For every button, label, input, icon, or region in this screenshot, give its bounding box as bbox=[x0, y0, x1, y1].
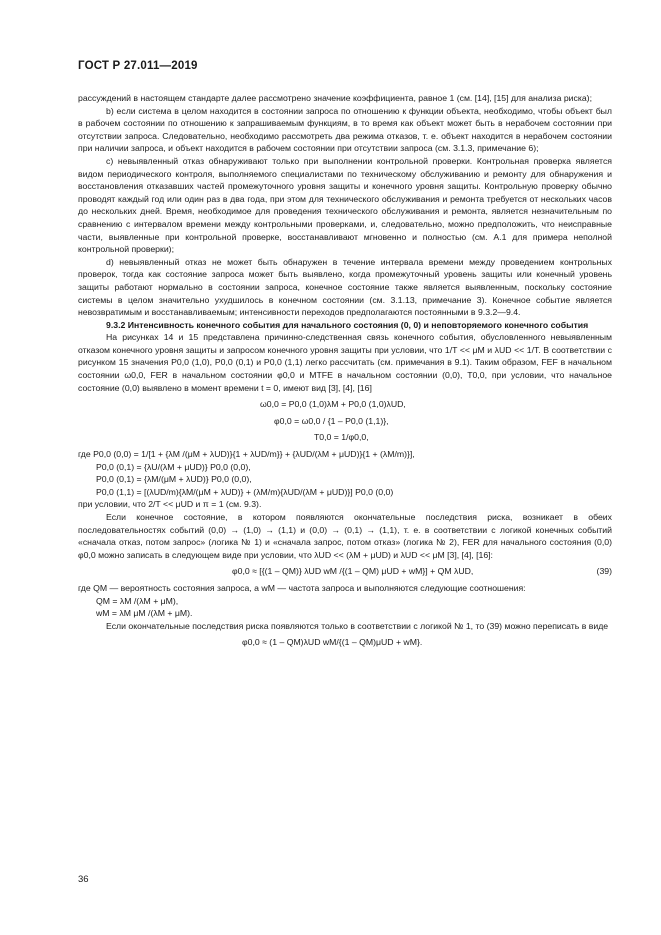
paragraph-continuation: рассуждений в настоящем стандарте далее рассмотрено значение коэффициента, равное 1 (см. [14], [15] для анализа риска); bbox=[78, 93, 592, 103]
paragraph-b: b) если система в целом находится в состоянии запроса по отношению к функции объекта, необходимо, чтобы объект был в рабочем состоянии по отношению к запрашиваемым функциям, в то время как объект может быть в нерабочем состоянии при отсутствии запроса. Следовательно, необходимо рассмотреть два режима отказов, т. е. объект находится в нерабочем состоянии при наличии запроса, и объект находится в рабочем состоянии при отсутствии запроса (см. 3.1.3, примечание 6); bbox=[78, 105, 612, 154]
document-header: ГОСТ Р 27.011—2019 bbox=[78, 60, 198, 72]
formula-p01: P0,0 (0,1) = {λU/(λM + μUD)} P0,0 (0,0), bbox=[96, 461, 251, 472]
formula-omega: ω0,0 = P0,0 (1,0)λM + P0,0 (1,0)λUD, bbox=[260, 399, 406, 410]
paragraph-consequences: Если конечное состояние, в котором появляются окончательные последствия риска, возникает в обеих последовательностях событий (0,0) → (1,0) → (1,1) и (0,0) → (0,1) → (1,1), т. е. в соответствии с логикой конечных событий «сначала отказ, потом запрос» (логика № 1) и «сначала запрос, потом отказ» (логика № 2), FER для начального состояния (0,0) φ0,0 можно записать в следующем виде при условии, что λUD << (λM + μUD) и λUD << μM [3], [4], [16]: bbox=[78, 512, 612, 560]
equation-39 bbox=[78, 565, 612, 578]
formula-final: φ0,0 ≈ (1 – QM)λUD wM/{(1 – QM)μUD + wM}. bbox=[242, 637, 423, 648]
equation-39-number: (39) bbox=[596, 566, 612, 577]
formula-phi: φ0,0 = ω0,0 / {1 – P0,0 (1,1)}, bbox=[274, 415, 389, 426]
relation-w: wM = λM μM /(λM + μM). bbox=[96, 608, 193, 619]
section-heading: 9.3.2 Интенсивность конечного события для начального состояния (0, 0) и неповторяемого конечного события bbox=[106, 319, 589, 330]
page-number: 36 bbox=[78, 874, 89, 885]
paragraph-d: d) невыявленный отказ не может быть обнаружен в течение интервала времени между проведением контрольных проверок, тогда как состояние запроса может быть выявлено, когда промежуточный уровень защиты или конечный уровень защиты работают нормально в состоянии запроса, конечное состояние также является выявленным, поскольку состояние системы в целом значительно ухудшилось в конечном состоянии (см. 3.1.13, примечание 3). Конечное событие является невозвратимым и восстанавливаемым; интенсивности переходов предполагаются постоянными в 9.3.2—9.4. bbox=[78, 256, 612, 318]
formula-p01b: P0,0 (0,1) = {λM/(μM + λUD)} P0,0 (0,0), bbox=[96, 474, 252, 485]
where-q-text: где QM — вероятность состояния запроса, а wM — частота запроса и выполняются следующие соотношения: bbox=[78, 582, 526, 593]
condition-text: при условии, что 2/T << μUD и π = 1 (см. 9.3). bbox=[78, 499, 262, 510]
equation-39-body: φ0,0 ≈ [{(1 – QM)} λUD wM /{(1 – QM) μUD + wM}] + QM λUD, bbox=[232, 566, 474, 577]
paragraph-figures: На рисунках 14 и 15 представлена причинно-следственная связь конечного события, обусловленного невыявленным отказом конечного уровня защиты и запросом конечного уровня защиты при условии, что 1/T << μM и λUD << 1/T. В соответствии с рисунком 15 значения P0,0 (1,0), P0,0 (0,1) и P0,0 (1,1) легко рассчитать (см. примечания в 9.1). Таким образом, FEF в начальном состоянии ω0,0, FER в начальном состоянии φ0,0 и MTFE в начальном состоянии (0,0), T0,0, при условии, что начальное состояние (0,0) выявлено в момент времени t = 0, имеют вид [3], [4], [16] bbox=[78, 332, 612, 393]
formula-p11: P0,0 (1,1) = [(λUD/m){λM/(μM + λUD)} + (λM/m){λUD/(λM + μUD)}] P0,0 (0,0) bbox=[96, 486, 394, 497]
relation-q: QM = λM /(λM + μM), bbox=[96, 595, 179, 606]
page-content bbox=[78, 92, 612, 649]
paragraph-c: c) невыявленный отказ обнаруживают только при выполнении контрольной проверки. Контрольная проверка является видом периодического контроля, выполняемого специалистами по техническому обслуживанию и ремонту для обнаружения и восстановления отказавших частей промежуточного уровня защиты и конечного уровня защиты. Контрольную проверку обычно проводят каждый год или один раз в два года, при этом для технического обслуживания и ремонта требуется от нескольких часов до нескольких дней. Время, необходимое для проведения технического обслуживания и ремонта, является незначительным по сравнению с интервалом времени между контрольными проверками, и, следовательно, можно предположить, что неисправные части, выявленные при контрольной проверке, восстанавливают мгновенно и полностью (см. А.1 для примера неполной контрольной проверки); bbox=[78, 155, 612, 255]
formula-t: T0,0 = 1/φ0,0, bbox=[314, 432, 369, 443]
formula-p00: где P0,0 (0,0) = 1/[1 + {λM /(μM + λUD)}{1 + λUD/m}} + {λUD/(λM + μUD)}{1 + (λM/m)}], bbox=[78, 449, 415, 460]
paragraph-logic1: Если окончательные последствия риска появляются только в соответствии с логикой № 1, то (39) можно переписать в виде bbox=[106, 620, 609, 631]
